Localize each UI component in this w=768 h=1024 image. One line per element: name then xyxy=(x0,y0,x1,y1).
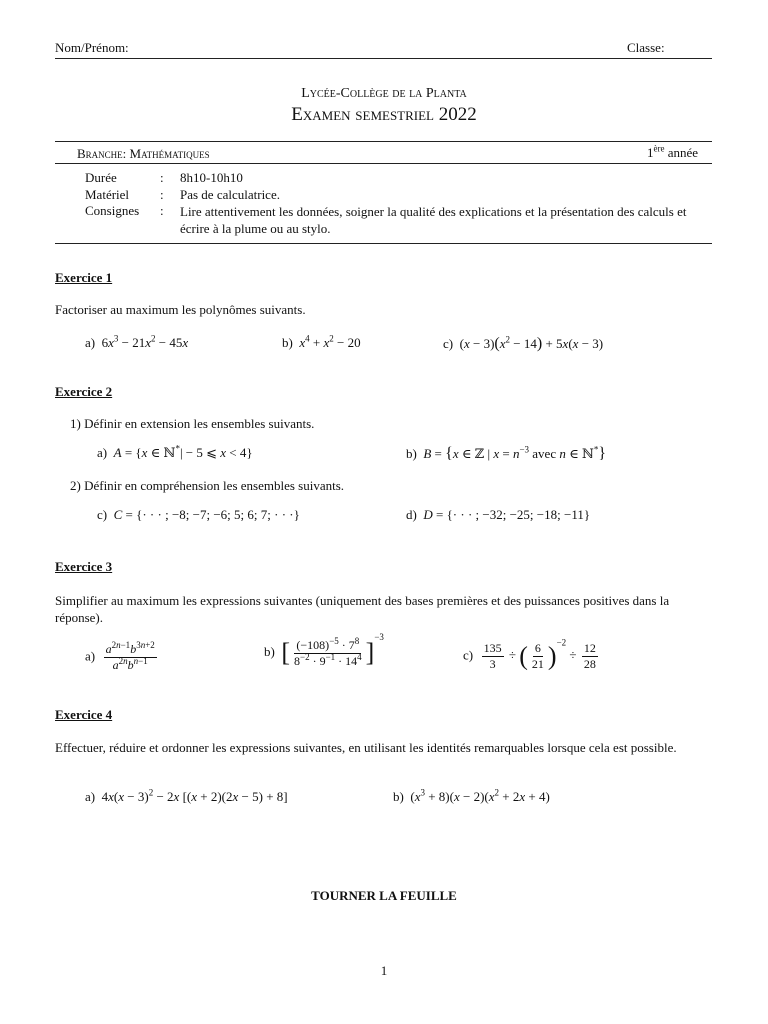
header-rule xyxy=(55,58,712,59)
branch-top-rule xyxy=(55,141,712,142)
school-name: Lycée-Collège de la Planta xyxy=(301,86,467,101)
exercise-4-item-b: b) $(x^3 + 8)(x - 2)(x^2 + 2x + 4)$ xyxy=(393,787,550,804)
item-label: a) xyxy=(97,445,108,460)
exercise-1-item-c: c) $(x - 3)(x^2 - 14) + 5x(x - 3)$ xyxy=(443,334,604,352)
exercise-3-statement: Simplifier au maximum les expressions suivantes (uniquement des bases premières et des puissances positives dans la réponse). xyxy=(55,593,670,625)
exercise-3-item-c: c) $\frac{135}{3}$ ÷ ( $\frac{6}{21}$ )$^{-2}$ ÷ $\frac{12}{28}$ xyxy=(463,637,596,671)
exam-title: Examen semestriel 2022 xyxy=(291,104,477,125)
exercise-3-item-a: a) $a^{2n-1}b^{3n+2}$ $a^{2n}b^{n-1}$ xyxy=(85,640,155,672)
item-label: a) xyxy=(85,335,96,350)
info-value-instructions: Lire attentivement les données, soigner la qualité des explications et la présentation des calculs et écrire à la plume ou au stylo. xyxy=(180,204,687,236)
page-number: 1 xyxy=(380,963,388,978)
exercise-2-item-b: b) B = {x ∈ ℤ | $x = n^{-3}$ avec n ∈ ℕ*} xyxy=(406,444,607,462)
item-label: c) xyxy=(463,647,474,663)
item-label: b) xyxy=(264,644,275,659)
item-label: b) xyxy=(282,335,293,350)
item-label: a) xyxy=(85,648,96,664)
exercise-2-item-d: d) D = {· · · ; −32; −25; −18; −11} xyxy=(406,507,591,522)
class-label: Classe: xyxy=(627,40,665,55)
branch-bottom-rule xyxy=(55,163,712,164)
info-sep: : xyxy=(160,170,164,185)
info-sep: : xyxy=(160,203,164,218)
exercise-4-item-a: a) $4x(x - 3)^2 - 2x$ [(x + 2)(2x − 5) + 8] xyxy=(85,787,288,804)
info-label-duration: Durée xyxy=(85,170,117,185)
exercise-2-item-a: a) A = {x ∈ ℕ*| − 5 ⩽ x < 4} xyxy=(97,443,253,460)
year-label xyxy=(647,145,698,161)
exercise-3-title: Exercice 3 xyxy=(55,559,113,574)
year-superscript: ère xyxy=(653,143,665,154)
exercise-4-title: Exercice 4 xyxy=(55,707,113,722)
item-label: c) xyxy=(97,507,108,522)
item-label: b) xyxy=(393,789,404,804)
info-value-duration: 8h10-10h10 xyxy=(180,170,243,185)
exercise-2-part-1: 1) Définir en extension les ensembles suivants. xyxy=(70,416,315,431)
year-word: année xyxy=(667,145,699,160)
exercise-3-item-b: b) [ $\frac{(-108)^{-5} \cdot 7^8}{8^{-2} \cdot 9^{-1} \cdot 14^4}$ ]$^{-3}$ xyxy=(264,632,384,668)
info-sep: : xyxy=(160,187,164,202)
exercise-2-title: Exercice 2 xyxy=(55,384,113,399)
item-label: b) xyxy=(406,446,417,461)
exercise-1-item-a: a) $6x^3 - 21x^2 - 45x$ xyxy=(85,333,189,350)
item-label: a) xyxy=(85,789,96,804)
branch-label: Branche: Mathématiques xyxy=(77,146,210,161)
info-bottom-rule xyxy=(55,243,712,244)
exercise-1-statement: Factoriser au maximum les polynômes suivants. xyxy=(55,302,306,317)
exercise-4-statement: Effectuer, réduire et ordonner les expressions suivantes, en utilisant les identités remarquables lorsque cela est possible. xyxy=(55,740,677,755)
turn-page-note: TOURNER LA FEUILLE xyxy=(311,888,457,903)
avec-word: avec xyxy=(532,446,557,461)
year-number: 1 xyxy=(647,145,654,160)
info-label-material: Matériel xyxy=(85,187,130,202)
item-label: d) xyxy=(406,507,417,522)
exercise-1-item-b: b) $x^4 + x^2 - 20$ xyxy=(282,333,361,350)
name-label: Nom/Prénom: xyxy=(55,40,129,55)
exercise-1-title: Exercice 1 xyxy=(55,270,113,285)
info-value-material: Pas de calculatrice. xyxy=(180,187,280,202)
exercise-2-item-c: c) C = {· · · ; −8; −7; −6; 5; 6; 7; · · ·} xyxy=(97,507,300,522)
item-label: c) xyxy=(443,336,454,351)
exercise-2-part-2: 2) Définir en compréhension les ensembles suivants. xyxy=(70,478,345,493)
info-label-instructions: Consignes xyxy=(85,203,140,218)
